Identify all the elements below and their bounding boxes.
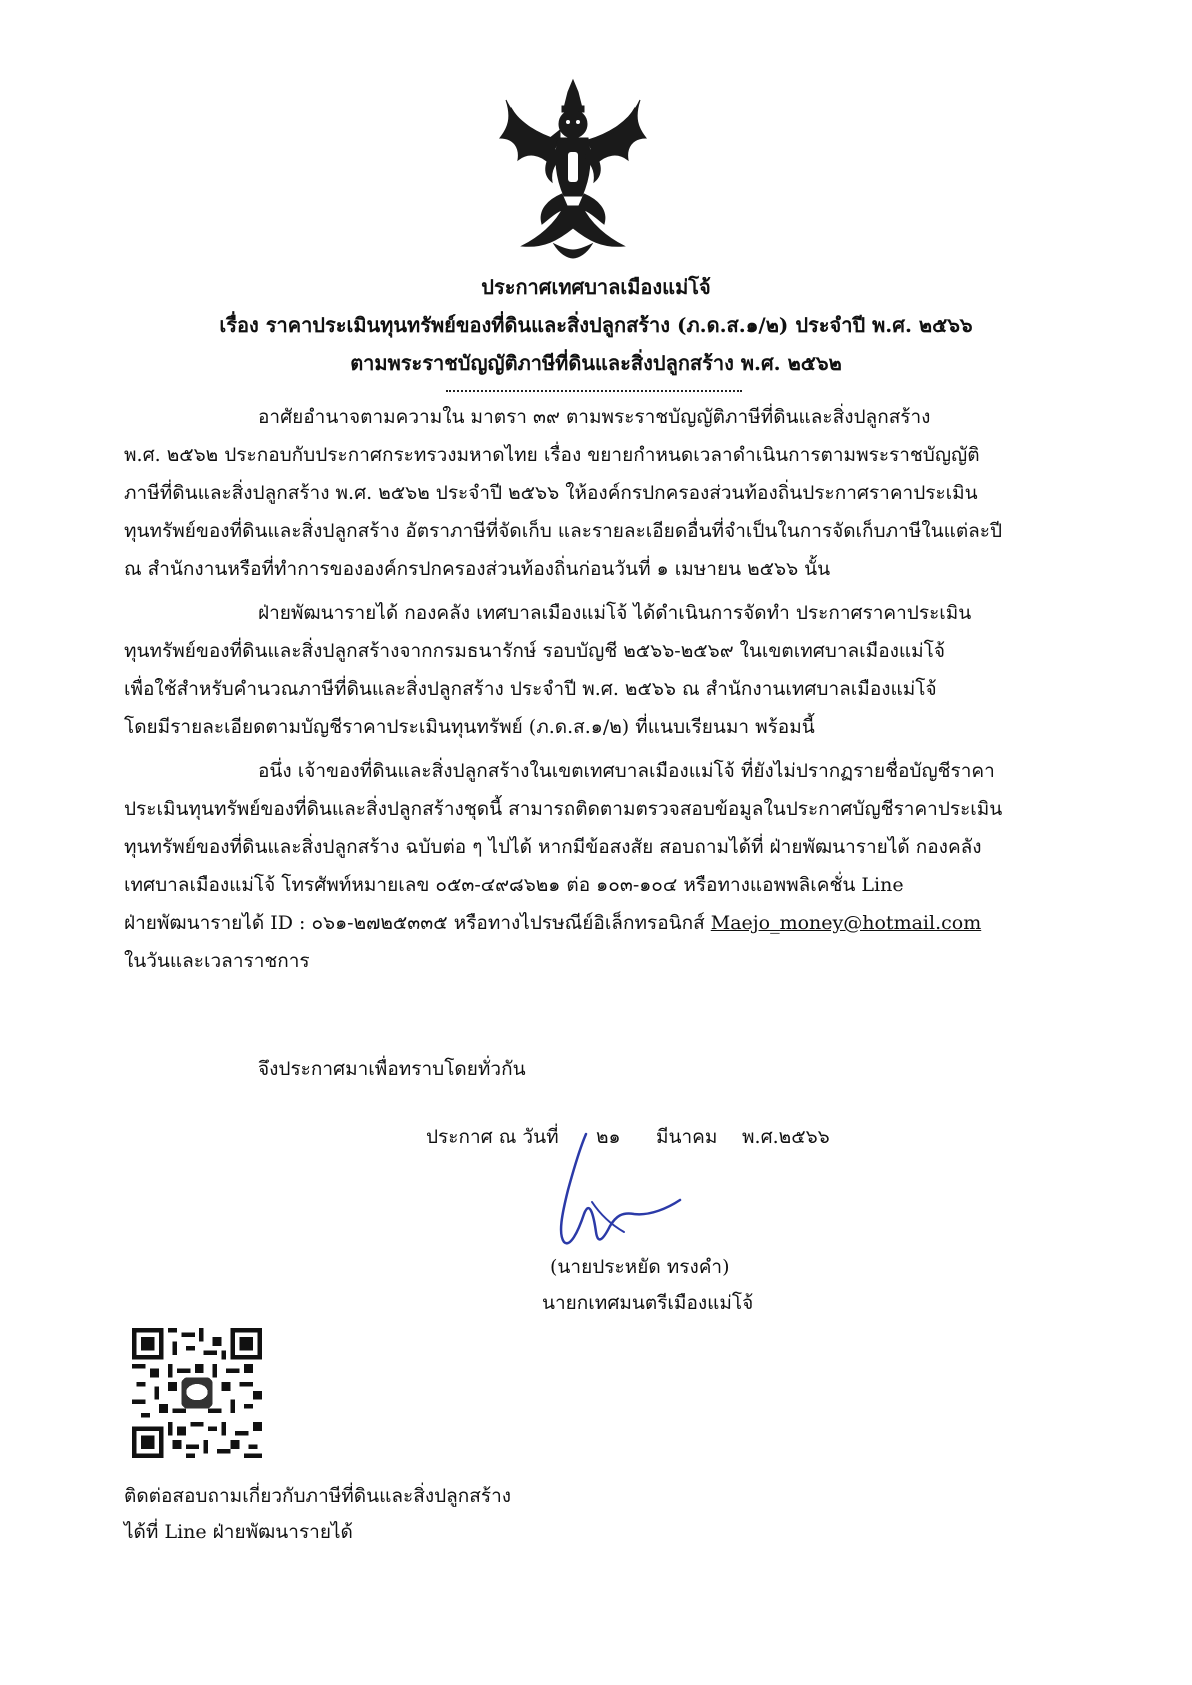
- contact-line-id: ฝ่ายพัฒนารายได้ ID : ๐๖๑-๒๗๒๕๓๓๕ หรือทางไปรษณีย์อิเล็กทรอนิกส์: [124, 912, 711, 934]
- paragraph-line: อาศัยอำนาจตามความใน มาตรา ๓๙ ตามพระราชบัญญัติภาษีที่ดินและสิ่งปลูกสร้าง: [258, 406, 931, 428]
- paragraph-line: ทุนทรัพย์ของที่ดินและสิ่งปลูกสร้างจากกรมธนารักษ์ รอบบัญชี ๒๕๖๖-๒๕๖๙ ในเขตเทศบาลเมืองแม่โจ้: [124, 640, 945, 662]
- signer-name: (นายประหยัด ทรงคำ): [550, 1256, 730, 1278]
- date-month: มีนาคม: [656, 1126, 718, 1148]
- announcement-act: ตามพระราชบัญญัติภาษีที่ดินและสิ่งปลูกสร้าง พ.ศ. ๒๕๖๒: [350, 351, 842, 375]
- paragraph-line: ฝ่ายพัฒนารายได้ กองคลัง เทศบาลเมืองแม่โจ้ ได้ดำเนินการจัดทำ ประกาศราคาประเมิน: [258, 602, 972, 624]
- paragraph-line: เพื่อใช้สำหรับคำนวณภาษีที่ดินและสิ่งปลูกสร้าง ประจำปี พ.ศ. ๒๕๖๖ ณ สำนักงานเทศบาลเมืองแม่โจ้: [124, 678, 937, 700]
- contact-note: [124, 1478, 511, 1550]
- paragraph-line: ณ สำนักงานหรือที่ทำการขององค์กรปกครองส่วนท้องถิ่นก่อนวันที่ ๑ เมษายน ๒๕๖๖ นั้น: [124, 558, 831, 580]
- paragraph-line: ทุนทรัพย์ของที่ดินและสิ่งปลูกสร้าง ฉบับต่อ ๆ ไปได้ หากมีข้อสงสัย สอบถามได้ที่ ฝ่ายพัฒนารายได้ กองคลัง: [124, 836, 982, 858]
- paragraph-3: [124, 752, 1084, 980]
- announcement-header: [0, 268, 1192, 382]
- signer-title: นายกเทศมนตรีเมืองแม่โจ้: [542, 1292, 754, 1314]
- paragraph-line: ภาษีที่ดินและสิ่งปลูกสร้าง พ.ศ. ๒๕๖๒ ประจำปี ๒๕๖๖ ให้องค์กรปกครองส่วนท้องถิ่นประกาศราคาประเมิน: [124, 482, 978, 504]
- paragraph-line: พ.ศ. ๒๕๖๒ ประกอบกับประกาศกระทรวงมหาดไทย เรื่อง ขยายกำหนดเวลาดำเนินการตามพระราชบัญญัติ: [124, 444, 980, 466]
- date-day: ๒๑: [596, 1126, 621, 1148]
- announcement-subject: เรื่อง ราคาประเมินทุนทรัพย์ของที่ดินและสิ่งปลูกสร้าง (ภ.ด.ส.๑/๒) ประจำปี พ.ศ. ๒๕๖๖: [219, 313, 973, 337]
- contact-line: ติดต่อสอบถามเกี่ยวกับภาษีที่ดินและสิ่งปลูกสร้าง: [124, 1485, 512, 1507]
- garuda-emblem-icon: [498, 78, 648, 260]
- paragraph-2: [124, 594, 1084, 746]
- paragraph-line: ประเมินทุนทรัพย์ของที่ดินและสิ่งปลูกสร้างชุดนี้ สามารถติดตามตรวจสอบข้อมูลในประกาศบัญชีราคาประเมิน: [124, 798, 1003, 820]
- paragraph-line: ทุนทรัพย์ของที่ดินและสิ่งปลูกสร้าง อัตราภาษีที่จัดเก็บ และรายละเอียดอื่นที่จำเป็นในการจัดเก็บภาษีในแต่ละปี: [124, 520, 1003, 542]
- handwritten-signature: [540, 1128, 710, 1258]
- dotted-divider: [446, 390, 742, 392]
- paragraph-line: เทศบาลเมืองแม่โจ้ โทรศัพท์หมายเลข ๐๕๓-๔๙๘๖๒๑ ต่อ ๑๐๓-๑๐๔ หรือทางแอพพลิเคชั่น Line: [124, 874, 904, 896]
- paragraph-line: ในวันและเวลาราชการ: [124, 950, 310, 972]
- paragraph-1: [124, 398, 1084, 588]
- date-year: พ.ศ.๒๕๖๖: [742, 1126, 830, 1148]
- paragraph-line: โดยมีรายละเอียดตามบัญชีราคาประเมินทุนทรัพย์ (ภ.ด.ส.๑/๒) ที่แนบเรียนมา พร้อมนี้: [124, 716, 815, 738]
- paragraph-line: [124, 904, 1084, 942]
- contact-line: ได้ที่ Line ฝ่ายพัฒนารายได้: [124, 1521, 353, 1543]
- announcement-title: ประกาศเทศบาลเมืองแม่โจ้: [481, 275, 711, 299]
- paragraph-line: อนึ่ง เจ้าของที่ดินและสิ่งปลูกสร้างในเขตเทศบาลเมืองแม่โจ้ ที่ยังไม่ปรากฏรายชื่อบัญชีราคา: [258, 760, 995, 782]
- date-label: ประกาศ ณ วันที่: [426, 1126, 559, 1148]
- line-qr-code: [132, 1328, 262, 1458]
- closing-statement: จึงประกาศมาเพื่อทราบโดยทั่วกัน: [258, 1058, 526, 1080]
- email-link[interactable]: Maejo_money@hotmail.com: [710, 912, 982, 934]
